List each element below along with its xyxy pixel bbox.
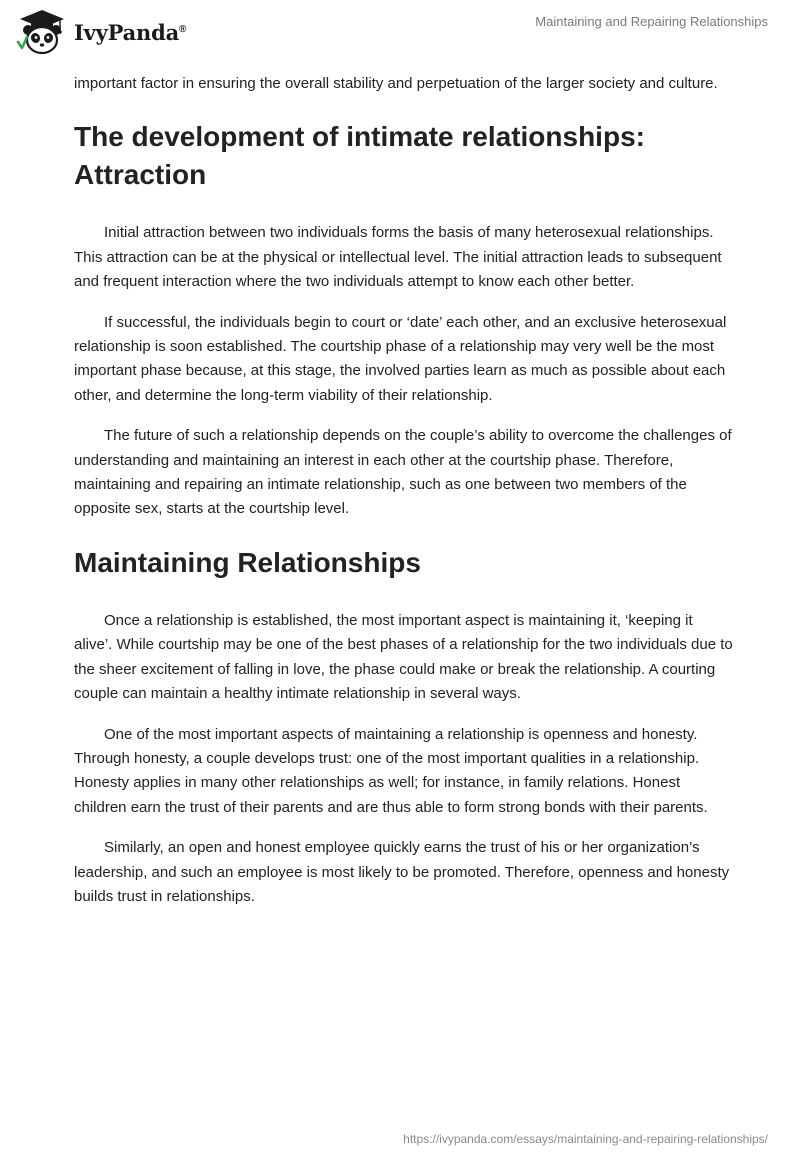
document-title: Maintaining and Repairing Relationships [535,14,768,29]
page-header [0,0,800,70]
ivypanda-logo-link[interactable] [14,8,186,56]
body-paragraph: Initial attraction between two individuals forms the basis of many heterosexual relationships. This attraction can be at the physical or intellectual level. The initial attraction leads to subsequent and frequent interaction where the two individuals attempt to know each other better. [74,224,722,291]
brand-name: IvyPanda® [74,19,187,45]
body-paragraph: If successful, the individuals begin to court or ‘date’ each other, and an exclusive heterosexual relationship is soon established. The courtship phase of a relationship may very well be the most important phase because, at this stage, the involved parties learn as much as possible about each other, and determine the long-term viability of their relationship. [74,313,727,404]
body-paragraph: Once a relationship is established, the most important aspect is maintaining it, ‘keeping it alive’. While courtship may be one of the best phases of a relationship for the two individuals due to the sheer excitement of falling in love, the phase could make or break the relationship. A courting couple can maintain a healthy intimate relationship in several ways. [74,611,733,703]
panda-logo-icon [14,8,70,56]
essay-content [74,72,734,925]
intro-paragraph: important factor in ensuring the overall stability and perpetuation of the larger society and culture. [74,75,718,92]
body-paragraph: The future of such a relationship depends on the couple’s ability to overcome the challenges of understanding and maintaining an interest in each other at the courtship phase. Therefore, maintaining and repairing an intimate relationship, such as one between two members of the opposite sex, starts at the courtship level. [74,427,732,518]
source-url-link[interactable]: https://ivypanda.com/essays/maintaining-and-repairing-relationships/ [403,1132,768,1146]
section-heading-maintaining: Maintaining Relationships [74,546,421,578]
body-paragraph: Similarly, an open and honest employee quickly earns the trust of his or her organization’s leadership, and such an employee is most likely to be promoted. Therefore, openness and honesty builds trust in relationships. [74,839,730,905]
body-paragraph: One of the most important aspects of maintaining a relationship is openness and honesty. Through honesty, a couple develops trust: one of the most important qualities in a relationship. Honesty applies in many other relationships as well; for instance, in family relations. Honest children earn the trust of their parents and are thus able to form strong bonds with their parents. [74,725,708,816]
section-heading-attraction: The development of intimate relationships: Attraction [74,121,645,191]
registered-mark: ® [179,23,187,35]
